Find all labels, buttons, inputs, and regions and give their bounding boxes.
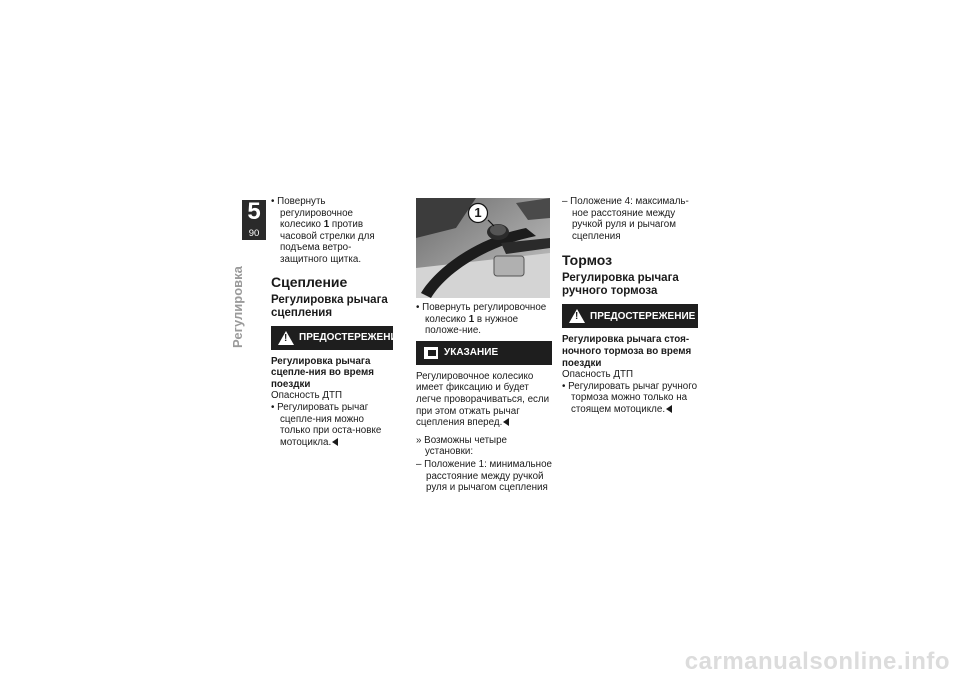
chapter-number: 5 bbox=[247, 198, 261, 225]
column-2 bbox=[416, 302, 552, 496]
note-banner: УКАЗАНИЕ bbox=[416, 341, 552, 365]
list-item: • Регулировать рычаг ручного тормоза можно только на стоящем мотоцикле. bbox=[562, 380, 698, 415]
subsection-heading: Регулировка рычага сцепления bbox=[271, 293, 388, 319]
warning-banner: ! ПРЕДОСТЕРЕЖЕНИЕ bbox=[562, 304, 698, 328]
note-icon bbox=[424, 346, 438, 360]
list-item: • Повернуть регулировочное колесико 1 против часовой стрелки для подъема ветро-защитного щитка. bbox=[271, 196, 375, 265]
danger-text: Опасность ДТП bbox=[271, 390, 343, 402]
warning-banner: ! ПРЕДОСТЕРЕЖЕНИЕ bbox=[271, 326, 393, 350]
list-item: • Повернуть регулировочное колесико 1 в нужное положе-ние. bbox=[416, 302, 547, 337]
subsection-heading: Регулировка рычага ручного тормоза bbox=[562, 272, 679, 298]
end-mark-icon bbox=[503, 418, 509, 426]
warning-title: Регулировка рычага сцепле-ния во время поездки bbox=[271, 355, 374, 390]
warning-icon bbox=[279, 331, 293, 345]
warning-icon bbox=[570, 309, 584, 323]
page-number: 90 bbox=[248, 228, 260, 239]
note-text: Регулировочное колесико имеет фиксацию и будет легче проворачиваться, если при этом отжать рычаг сцепления вперед. bbox=[416, 370, 550, 429]
list-item: » Возможны четыре установки: bbox=[416, 434, 507, 458]
column-1 bbox=[271, 196, 405, 450]
section-side-label: Регулировка bbox=[230, 266, 245, 348]
callout-label: 1 bbox=[474, 205, 482, 220]
clutch-lever-photo bbox=[416, 198, 550, 298]
section-heading: Сцепление bbox=[271, 273, 348, 290]
watermark: carmanualsonline.info bbox=[684, 648, 950, 675]
end-mark-icon bbox=[666, 405, 672, 413]
danger-text: Опасность ДТП bbox=[562, 369, 634, 381]
list-item: – Положение 1: минимальное расстояние между ручкой руля и рычагом сцепления bbox=[416, 458, 552, 494]
end-mark-icon bbox=[332, 438, 338, 446]
warning-title: Регулировка рычага стоя-ночного тормоза во время поездки bbox=[562, 334, 692, 369]
list-item: – Положение 4: максималь-ное расстояние между ручкой руля и рычагом сцепления bbox=[562, 196, 689, 242]
column-3 bbox=[562, 196, 698, 418]
list-item: • Регулировать рычаг сцепле-ния можно только при оста-новке мотоцикла. bbox=[271, 401, 382, 448]
section-heading: Тормоз bbox=[562, 252, 613, 269]
